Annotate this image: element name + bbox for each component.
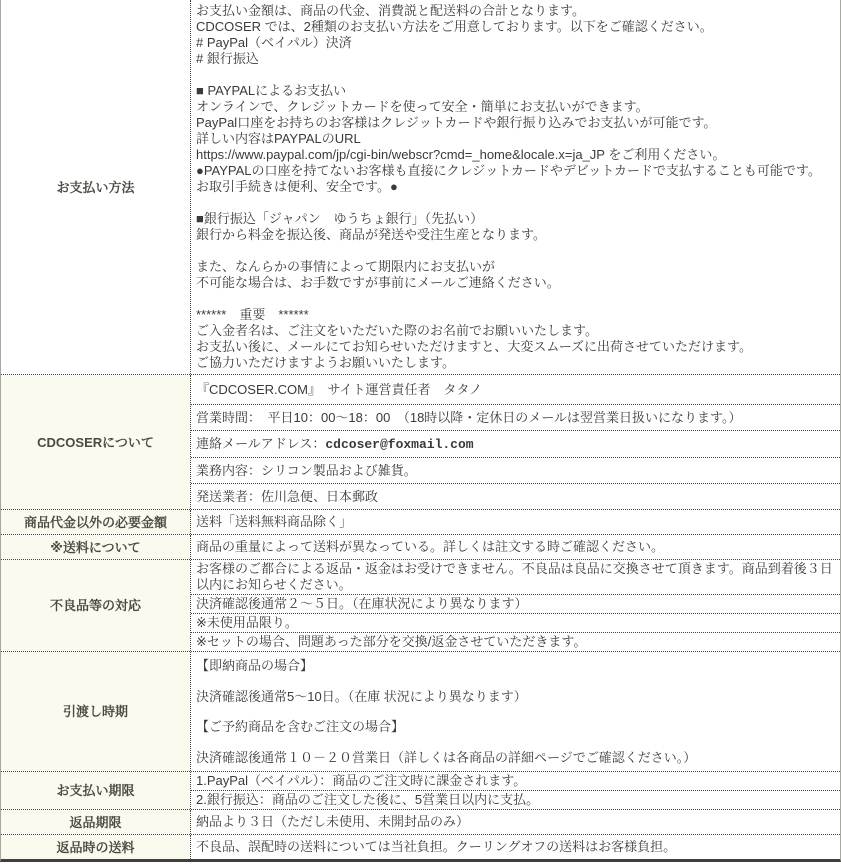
payment-line: ●PAYPALの口座を持てないお客様も直接にクレジットカードやデビットカードで支払することも可能です。 (196, 163, 821, 178)
extra-fees-content: 送料「送料無料商品除く」 (191, 510, 840, 534)
payment-line: 詳しい内容はPAYPALのURL (196, 131, 361, 146)
blank-line (196, 704, 835, 719)
payment-line: 不可能な場合は、お手数ですが事前にメールご連絡ください。 (196, 275, 560, 290)
defective-policy: お客様のご都合による返品・返金はお受けできません。不良品は良品に交換させて頂きます。商品到着後３日以内にお知らせください。 (191, 560, 840, 595)
payment-line: お取引手続きは便利、安全です。● (196, 179, 398, 194)
row-header-return-shipping: 返品時の送料 (1, 835, 191, 859)
delivery-content (191, 652, 840, 771)
row-defective (1, 560, 840, 652)
paypal-url-text: https://www.paypal.com/jp/cgi-bin/webscr?cmd=_home&locale.x=ja_JP をご利用ください。 (196, 147, 726, 162)
blank-line (196, 291, 835, 307)
contact-row (191, 431, 840, 458)
row-shipping-note (1, 535, 840, 560)
row-header-delivery: 引渡し時期 (1, 652, 191, 771)
defective-unused-only: ※未使用品限り。 (191, 614, 840, 633)
payment-deadline-content (191, 772, 840, 809)
payment-line: # PayPal（ベイパル）決済 (196, 35, 352, 50)
business-hours: 営業時間： 平日10：00～18：00 （18時以降・定休日のメールは翌営業日扱いになります。） (191, 405, 840, 431)
row-payment-deadline (1, 772, 840, 810)
defective-processing-time: 決済確認後通常２～５日。（在庫状況により異なります） (191, 595, 840, 614)
row-return-deadline (1, 810, 840, 835)
row-about (1, 375, 840, 510)
delivery-line: 【即納商品の場合】 (196, 658, 314, 673)
row-header-payment-method: お支払い方法 (1, 0, 191, 374)
payment-line: CDCOSER では、2種類のお支払い方法をご用意しております。以下をご確認ください。 (196, 19, 713, 34)
deadline-bank: 2.銀行振込：商品のご注文した後に、5営業日以内に支払。 (196, 792, 540, 807)
payment-line: ご入金者名は、ご注文をいただいた際のお名前でお願いいたします。 (196, 323, 598, 338)
return-deadline-content: 納品より３日（ただし未使用、未開封品のみ） (191, 810, 840, 834)
payment-line: お支払い後に、メールにてお知らせいただけますと、大変スムーズに出荷させていただけます。 (196, 339, 753, 354)
blank-line (196, 195, 835, 211)
row-header-payment-deadline: お支払い期限 (1, 772, 191, 809)
payment-line: ご協力いただけますようお願いいたします。 (196, 355, 455, 370)
return-shipping-content: 不良品、誤配時の送料については当社負担。クーリングオフの送料はお客様負担。 (191, 835, 840, 859)
delivery-line: 【ご予約商品を含むご注文の場合】 (196, 719, 405, 734)
important-note-title: ****** 重要 ****** (196, 307, 309, 322)
paypal-section-title: ■ PAYPALによるお支払い (196, 83, 347, 98)
business-description: 業務内容：シリコン製品および雑貨。 (191, 458, 840, 484)
payment-line: 銀行から料金を振込後、商品が発送や受注生産となります。 (196, 227, 546, 242)
bank-section-title: ■銀行振込「ジャパン ゆうちょ銀行」（先払い） (196, 211, 484, 226)
row-return-shipping (1, 835, 840, 859)
payment-line: # 銀行振込 (196, 51, 259, 66)
row-header-return-deadline: 返品期限 (1, 810, 191, 834)
delivery-line: 決済確認後通常5～10日。（在庫 状況により異なります） (196, 688, 527, 704)
row-delivery (1, 652, 840, 772)
row-header-defective: 不良品等の対応 (1, 560, 191, 651)
payment-line: オンラインで、クレジットカードを使って安全・簡単にお支払いができます。 (196, 99, 649, 114)
shipping-note-content: 商品の重量によって送料が異なっている。詳しくは註文する時ご確認ください。 (191, 535, 840, 559)
contact-label: 連絡メールアドレス： (196, 436, 326, 451)
row-header-extra-fees: 商品代金以外の必要金額 (1, 510, 191, 534)
about-content (191, 375, 840, 509)
blank-line (196, 674, 835, 689)
payment-line: PayPal口座をお持ちのお客様はクレジットカードや銀行振り込みでお支払いが可能です。 (196, 115, 717, 130)
site-operator: 『CDCOSER.COM』 サイト運営責任者 タタノ (191, 375, 840, 405)
defective-content (191, 560, 840, 651)
defective-set-policy: ※セットの場合、問題あった部分を交換/返金させていただきます。 (196, 634, 587, 649)
payment-method-content (191, 0, 840, 374)
deadline-paypal: 1.PayPal（ベイパル）：商品のご注文時に課金されます。 (191, 772, 840, 791)
payment-line: また、なんらかの事情によって期限内にお支払いが (196, 259, 496, 274)
contact-email: cdcoser@foxmail.com (325, 437, 474, 452)
blank-line (196, 735, 835, 750)
delivery-line: 決済確認後通常１０－２０営業日（詳しくは各商品の詳細ページでご確認ください。） (196, 749, 697, 765)
payment-line: お支払い金額は、商品の代金、消費説と配送料の合計となります。 (196, 3, 585, 18)
shipping-carriers: 発送業者：佐川急便、日本郵政 (196, 489, 379, 504)
row-header-shipping-note: ※送料について (1, 535, 191, 559)
blank-line (196, 67, 835, 83)
blank-line (196, 243, 835, 259)
row-extra-fees (1, 510, 840, 535)
row-payment-method (1, 0, 840, 375)
row-header-about: CDCOSERについて (1, 375, 191, 509)
